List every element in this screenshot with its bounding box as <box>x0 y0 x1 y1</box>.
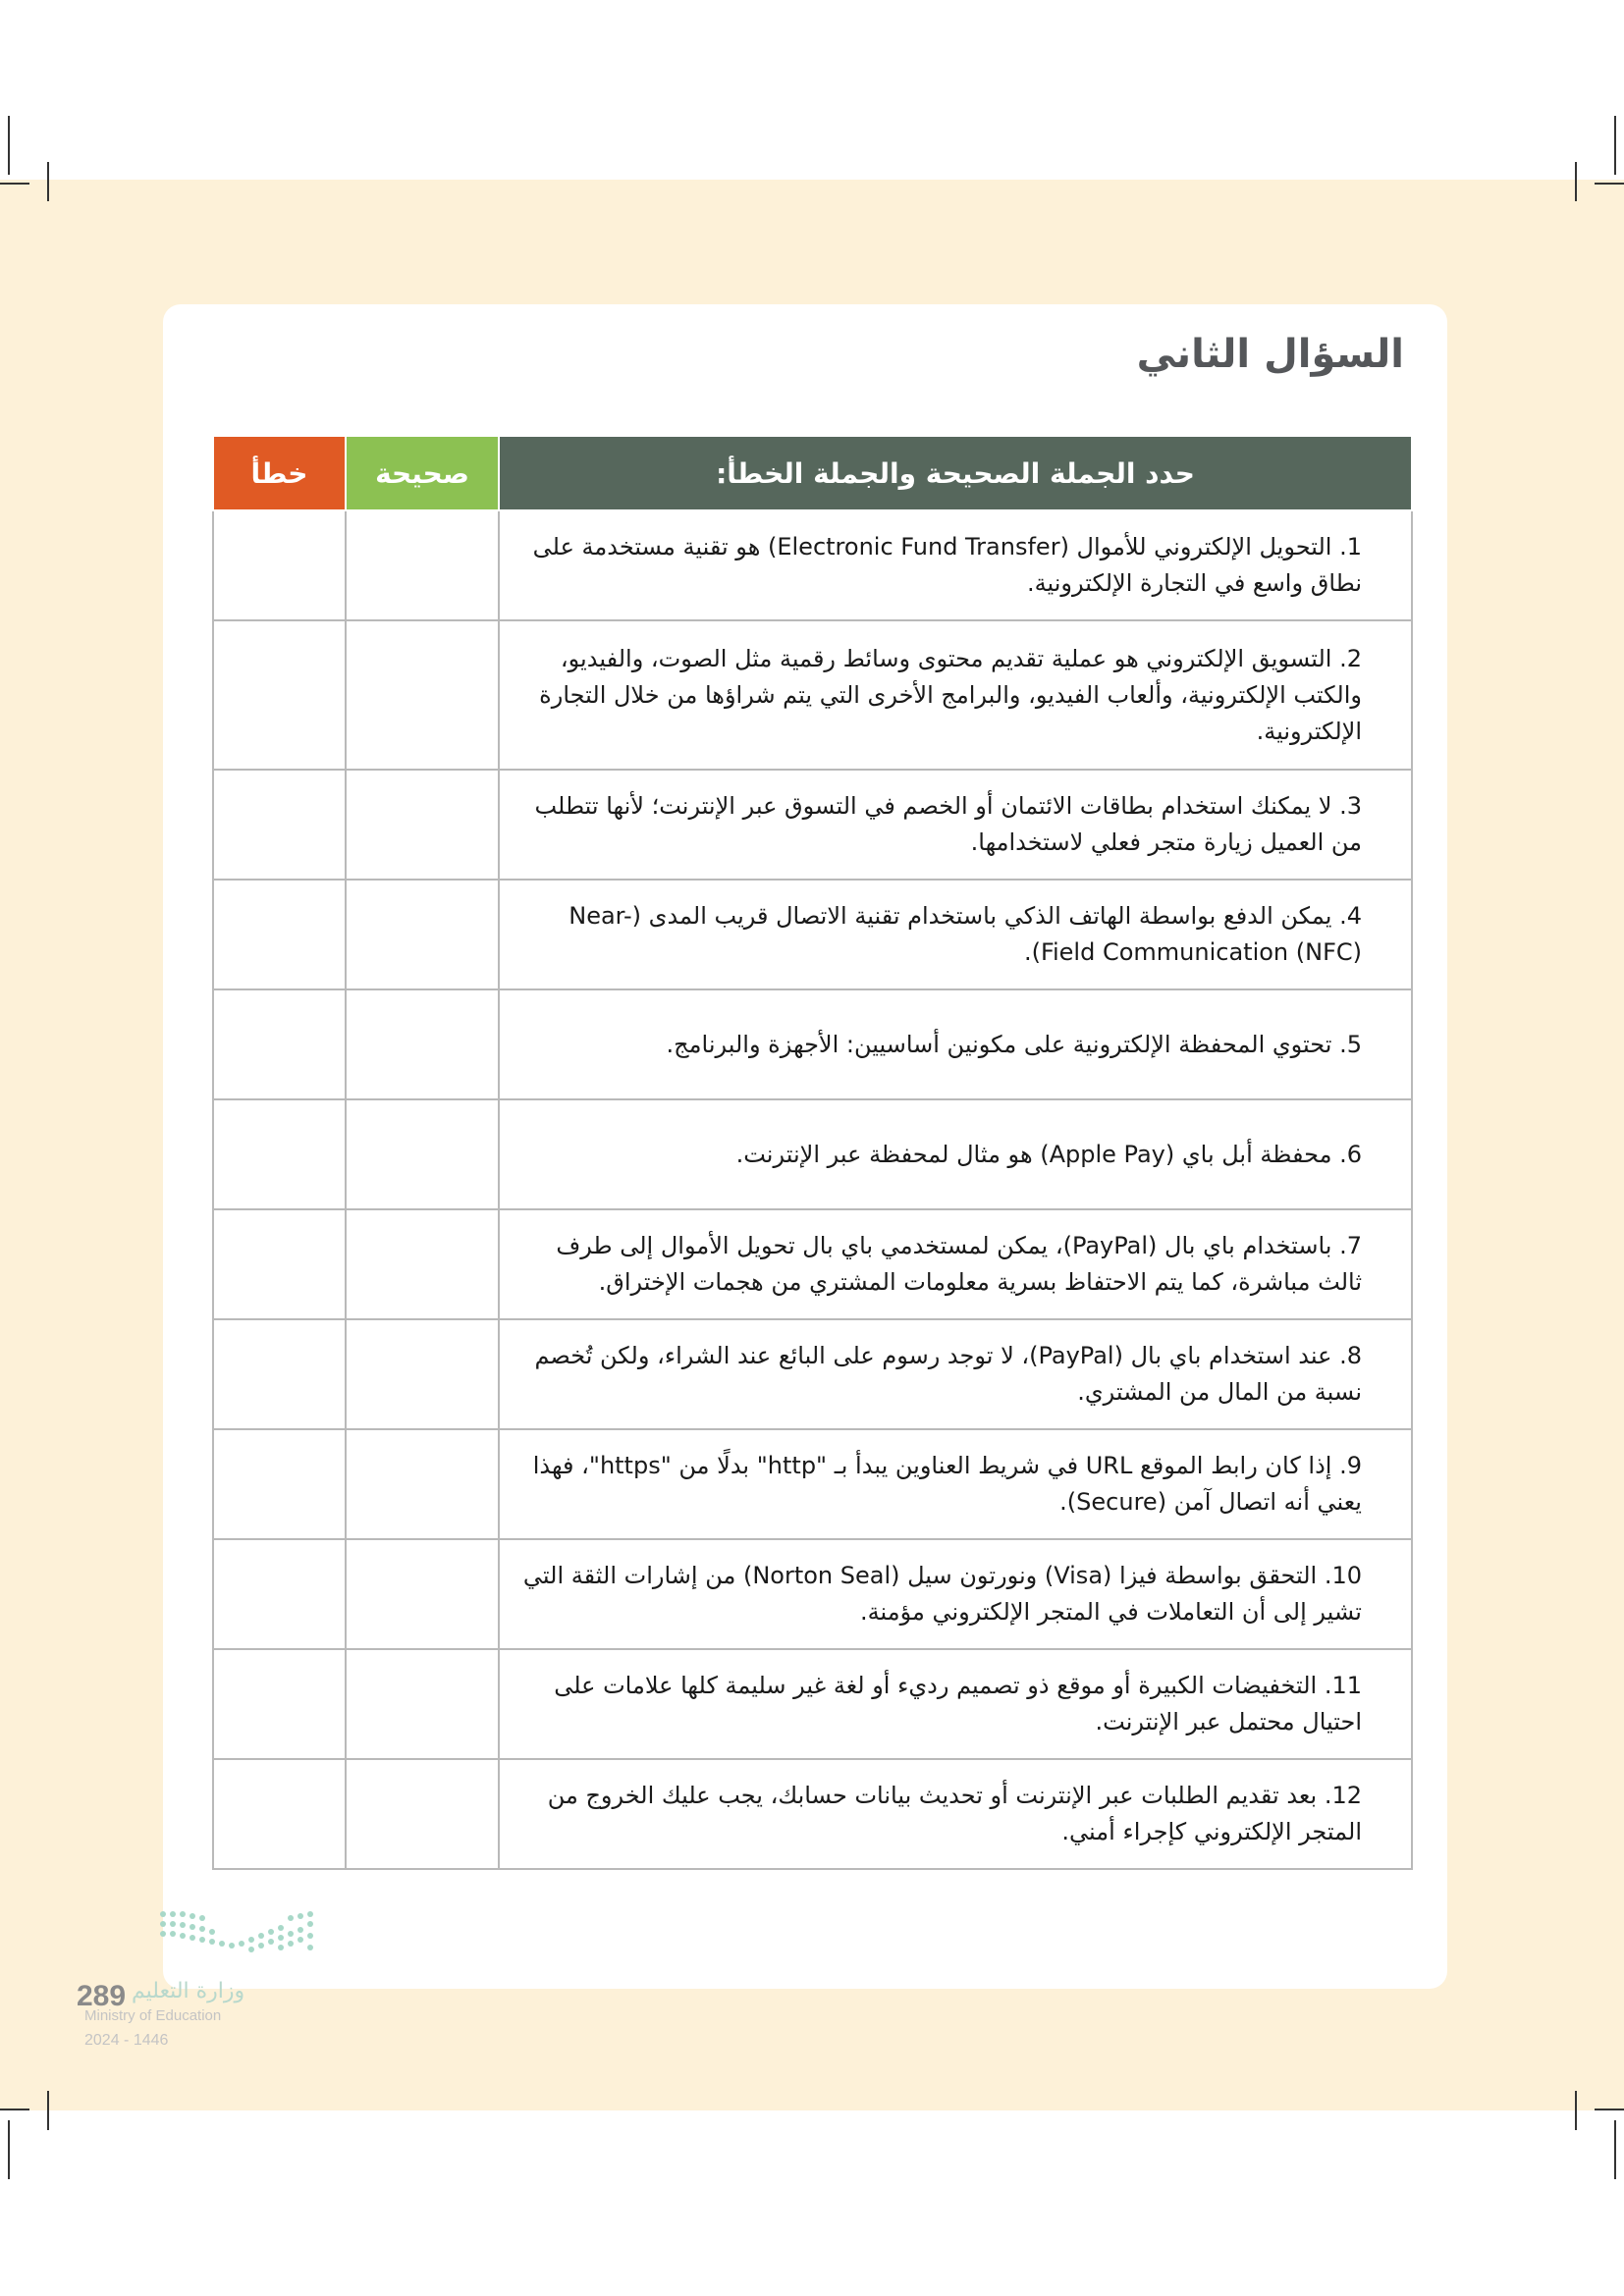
page-number: 289 <box>77 1980 127 2012</box>
true-answer-cell[interactable] <box>346 1099 499 1209</box>
false-answer-cell[interactable] <box>213 1099 346 1209</box>
crop-mark <box>0 2109 29 2110</box>
table-row <box>213 1429 1412 1539</box>
true-answer-cell[interactable] <box>346 1319 499 1429</box>
table-row <box>213 510 1412 620</box>
true-false-table <box>212 435 1413 1870</box>
crop-mark <box>47 2091 49 2130</box>
false-answer-cell[interactable] <box>213 1649 346 1759</box>
false-answer-cell[interactable] <box>213 1759 346 1869</box>
statement-cell: 12. بعد تقديم الطلبات عبر الإنترنت أو تحديث بيانات حسابك، يجب عليك الخروج من المتجر الإلكتروني كإجراء أمني. <box>499 1759 1412 1869</box>
crop-mark <box>1575 162 1577 201</box>
table-row <box>213 880 1412 989</box>
header-true: صحيحة <box>346 436 499 510</box>
crop-mark <box>1595 183 1624 185</box>
table-row <box>213 1649 1412 1759</box>
statement-cell: 4. يمكن الدفع بواسطة الهاتف الذكي باستخدام تقنية الاتصال قريب المدى (Near-Field Communication (NFC)). <box>499 880 1412 989</box>
true-answer-cell[interactable] <box>346 770 499 880</box>
table-row <box>213 1099 1412 1209</box>
crop-mark <box>1595 2109 1624 2110</box>
ministry-name-english: Ministry of Education <box>84 2007 222 2024</box>
table-row <box>213 1539 1412 1649</box>
statement-cell: 1. التحويل الإلكتروني للأموال (Electronic Fund Transfer) هو تقنية مستخدمة على نطاق واسع في التجارة الإلكترونية. <box>499 510 1412 620</box>
table-row <box>213 1209 1412 1319</box>
false-answer-cell[interactable] <box>213 510 346 620</box>
false-answer-cell[interactable] <box>213 880 346 989</box>
statement-cell: 3. لا يمكنك استخدام بطاقات الائتمان أو الخصم في التسوق عبر الإنترنت؛ لأنها تتطلب من العميل زيارة متجر فعلي لاستخدامها. <box>499 770 1412 880</box>
crop-mark <box>1614 116 1616 175</box>
statement-cell: 6. محفظة أبل باي (Apple Pay) هو مثال لمحفظة عبر الإنترنت. <box>499 1099 1412 1209</box>
true-answer-cell[interactable] <box>346 620 499 770</box>
crop-mark <box>47 162 49 201</box>
false-answer-cell[interactable] <box>213 1209 346 1319</box>
table-row <box>213 620 1412 770</box>
true-answer-cell[interactable] <box>346 1649 499 1759</box>
table-row <box>213 1319 1412 1429</box>
academic-year: 2024 - 1446 <box>84 2032 169 2049</box>
table-row <box>213 770 1412 880</box>
table-row <box>213 1759 1412 1869</box>
statement-cell: 7. باستخدام باي بال (PayPal)، يمكن لمستخدمي باي بال تحويل الأموال إلى طرف ثالث مباشرة، كما يتم الاحتفاظ بسرية معلومات المشتري من هجمات الإختراق. <box>499 1209 1412 1319</box>
statement-cell: 9. إذا كان رابط الموقع URL في شريط العناوين يبدأ بـ "http" بدلًا من "https"، فهذا يعني أنه اتصال آمن (Secure). <box>499 1429 1412 1539</box>
crop-mark <box>8 116 10 175</box>
table-row <box>213 989 1412 1099</box>
true-answer-cell[interactable] <box>346 989 499 1099</box>
false-answer-cell[interactable] <box>213 620 346 770</box>
statement-cell: 2. التسويق الإلكتروني هو عملية تقديم محتوى وسائط رقمية مثل الصوت، والفيديو، والكتب الإلكترونية، وألعاب الفيديو، والبرامج الأخرى التي يتم شراؤها من خلال التجارة الإلكترونية. <box>499 620 1412 770</box>
false-answer-cell[interactable] <box>213 1429 346 1539</box>
crop-mark <box>1614 2120 1616 2179</box>
false-answer-cell[interactable] <box>213 1319 346 1429</box>
crop-mark <box>0 183 29 185</box>
true-answer-cell[interactable] <box>346 1759 499 1869</box>
statement-cell: 10. التحقق بواسطة فيزا (Visa) ونورتون سيل (Norton Seal) من إشارات الثقة التي تشير إلى أن التعاملات في المتجر الإلكتروني مؤمنة. <box>499 1539 1412 1649</box>
true-answer-cell[interactable] <box>346 880 499 989</box>
header-false: خطأ <box>213 436 346 510</box>
false-answer-cell[interactable] <box>213 770 346 880</box>
ministry-logo-icon <box>157 1908 324 1963</box>
crop-mark <box>1575 2091 1577 2130</box>
false-answer-cell[interactable] <box>213 1539 346 1649</box>
true-answer-cell[interactable] <box>346 510 499 620</box>
table-header-row <box>213 436 1412 510</box>
true-answer-cell[interactable] <box>346 1209 499 1319</box>
false-answer-cell[interactable] <box>213 989 346 1099</box>
true-answer-cell[interactable] <box>346 1429 499 1539</box>
statement-cell: 8. عند استخدام باي بال (PayPal)، لا توجد رسوم على البائع عند الشراء، ولكن تُخصم نسبة من المال من المشتري. <box>499 1319 1412 1429</box>
statement-cell: 11. التخفيضات الكبيرة أو موقع ذو تصميم رديء أو لغة غير سليمة كلها علامات على احتيال محتمل عبر الإنترنت. <box>499 1649 1412 1759</box>
question-title: السؤال الثاني <box>1136 332 1404 377</box>
ministry-name-arabic: وزارة التعليم <box>132 1979 245 2003</box>
header-statement: حدد الجملة الصحيحة والجملة الخطأ: <box>499 436 1412 510</box>
true-answer-cell[interactable] <box>346 1539 499 1649</box>
crop-mark <box>8 2120 10 2179</box>
statement-cell: 5. تحتوي المحفظة الإلكترونية على مكونين أساسيين: الأجهزة والبرنامج. <box>499 989 1412 1099</box>
